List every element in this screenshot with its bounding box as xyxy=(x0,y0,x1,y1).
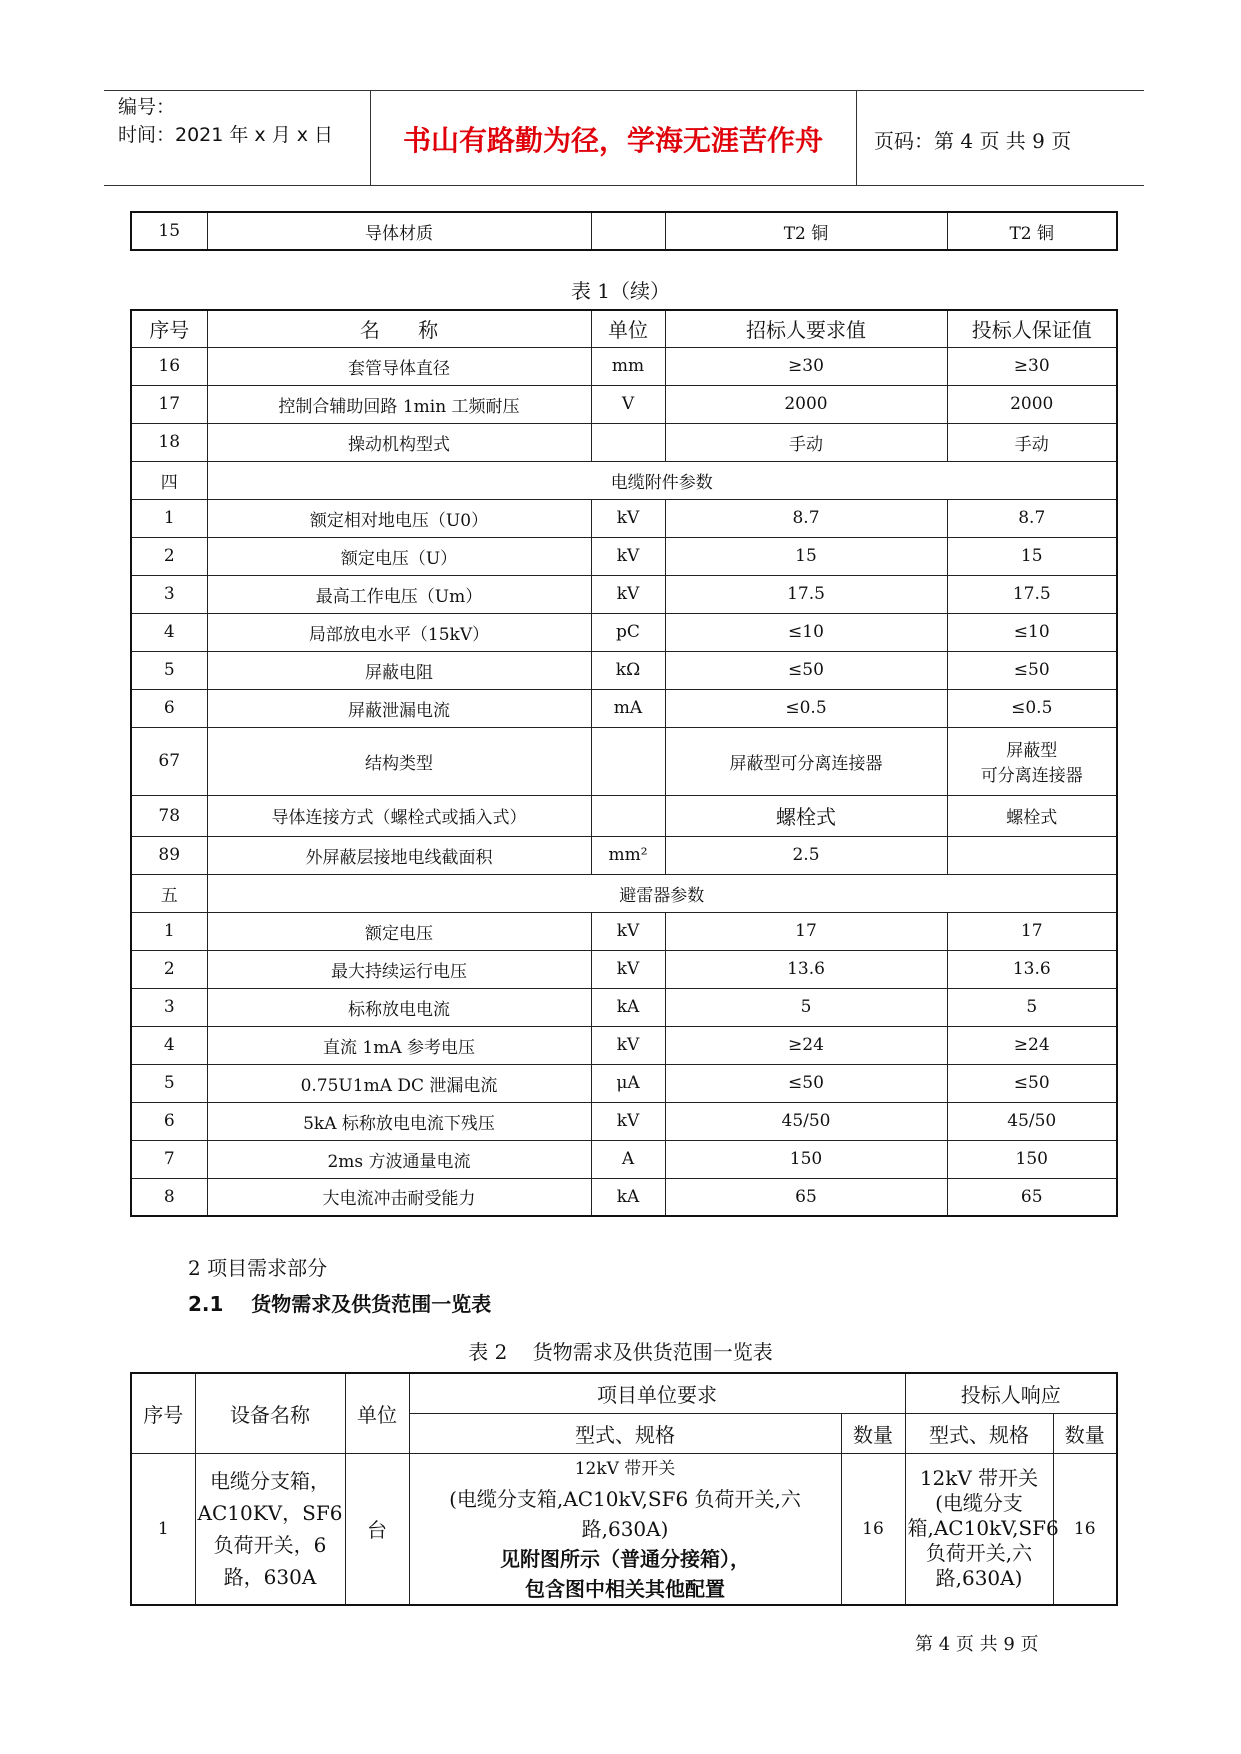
table-row: 2 额定电压（U） kV 15 15 xyxy=(131,537,1117,575)
section-heading: 2 项目需求部分 xyxy=(188,1256,328,1280)
table-header: 型式、规格 数量 型式、规格 数量 xyxy=(131,1413,1117,1453)
header-meta xyxy=(118,93,333,149)
subsection-heading: 2.1 货物需求及供货范围一览表 xyxy=(188,1292,492,1316)
spec-cell: 12kV 带开关 (电缆分支箱,AC10kV,SF6 负荷开关,六路,630A) 见附图所示（普通分接箱）， 包含图中相关其他配置 xyxy=(409,1453,841,1605)
table-row: 5 0.75U1mA DC 泄漏电流 μA ≤50 ≤50 xyxy=(131,1064,1117,1102)
table-row: 四 电缆附件参数 xyxy=(131,461,1117,499)
table-row: 6 5kA 标称放电电流下残压 kV 45/50 45/50 xyxy=(131,1102,1117,1140)
table-row: 15 导体材质 T2 铜 T2 铜 xyxy=(131,212,1117,250)
table-row: 8 大电流冲击耐受能力 kA 65 65 xyxy=(131,1178,1117,1216)
table-row: 17 控制合辅助回路 1min 工频耐压 V 2000 2000 xyxy=(131,385,1117,423)
table-row: 五 避雷器参数 xyxy=(131,874,1117,912)
table-row: 3 最高工作电压（Um） kV 17.5 17.5 xyxy=(131,575,1117,613)
page-label: 页码：第 4 页 共 9 页 xyxy=(874,129,1072,153)
table-header: 序号 设备名称 单位 项目单位要求 投标人响应 xyxy=(131,1373,1117,1413)
number-label: 编号： xyxy=(118,96,176,118)
table-row: 7 2ms 方波通量电流 A 150 150 xyxy=(131,1140,1117,1178)
table-row: 3 标称放电电流 kA 5 5 xyxy=(131,988,1117,1026)
table-row: 1 电缆分支箱，AC10KV，SF6 负荷开关，6 路，630A 台 12kV 带开关 (电缆分支箱,AC10kV,SF6 负荷开关,六路,630A) 见附图所示（普通分接箱）， 包含图中相关其他配置 16 12kV 带开关(电缆分支箱,AC10kV,SF6 负荷开关,六路,630A) 16 xyxy=(131,1453,1117,1605)
table-row: 78 导体连接方式（螺栓式或插入式） 螺栓式 螺栓式 xyxy=(131,795,1117,836)
table-row: 6 屏蔽泄漏电流 mA ≤0.5 ≤0.5 xyxy=(131,689,1117,727)
page-header xyxy=(104,90,1144,186)
table1 xyxy=(130,309,1118,1217)
table-row: 2 最大持续运行电压 kV 13.6 13.6 xyxy=(131,950,1117,988)
table-row: 4 局部放电水平（15kV） pC ≤10 ≤10 xyxy=(131,613,1117,651)
motto: 书山有路勤为径，学海无涯苦作舟 xyxy=(402,124,823,157)
table1-caption: 表 1（续） xyxy=(570,279,671,303)
page-footer: 第 4 页 共 9 页 xyxy=(915,1634,1039,1655)
table-row: 4 直流 1mA 参考电压 kV ≥24 ≥24 xyxy=(131,1026,1117,1064)
table-header: 序号 名 称 单位 招标人要求值 投标人保证值 xyxy=(131,310,1117,347)
table-row: 16 套管导体直径 mm ≥30 ≥30 xyxy=(131,347,1117,385)
table-row: 18 操动机构型式 手动 手动 xyxy=(131,423,1117,461)
table2-caption: 表 2 货物需求及供货范围一览表 xyxy=(468,1340,773,1364)
table2 xyxy=(130,1372,1118,1606)
table1-top xyxy=(130,211,1118,251)
divider xyxy=(856,91,857,185)
table-row: 1 额定相对地电压（U0） kV 8.7 8.7 xyxy=(131,499,1117,537)
time-label: 时间：2021 年 x 月 x 日 xyxy=(118,124,334,146)
table-row: 89 外屏蔽层接地电线截面积 mm² 2.5 xyxy=(131,836,1117,874)
table-row: 1 额定电压 kV 17 17 xyxy=(131,912,1117,950)
table-row: 5 屏蔽电阻 kΩ ≤50 ≤50 xyxy=(131,651,1117,689)
table-row: 67 结构类型 屏蔽型可分离连接器 屏蔽型 可分离连接器 xyxy=(131,727,1117,795)
